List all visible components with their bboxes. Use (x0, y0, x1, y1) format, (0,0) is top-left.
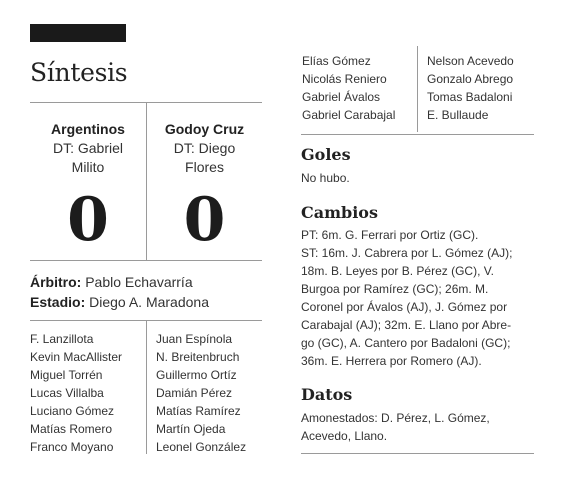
player: Leonel González (156, 440, 247, 454)
home-coach-line1: DT: Gabriel (52, 140, 124, 156)
changes-line: ST: 16m. J. Cabrera por L. Gómez (AJ); (301, 246, 513, 260)
section-marker-bar (30, 24, 126, 42)
player: N. Breitenbruch (156, 350, 240, 364)
player: Matías Ramírez (156, 404, 241, 418)
goals-line: No hubo. (301, 171, 350, 185)
away-team (147, 120, 262, 177)
player: Gabriel Ávalos (302, 90, 381, 104)
changes-line: Coronel por Ávalos (AJ), J. Gómez por (301, 300, 508, 314)
divider (301, 134, 534, 135)
home-coach-line2: Milito (71, 159, 105, 175)
player: Nelson Acevedo (427, 54, 514, 68)
lineup-divider (146, 320, 147, 454)
goals-body (301, 169, 537, 187)
away-coach-line2: Flores (185, 159, 224, 175)
changes-line: 36m. E. Herrera por Romero (AJ). (301, 354, 482, 368)
player: Gabriel Carabajal (302, 108, 396, 122)
data-title: Datos (301, 385, 353, 404)
stadium (30, 294, 209, 310)
player: Elías Gómez (302, 54, 371, 68)
changes-body (301, 226, 537, 370)
player: Gonzalo Abrego (427, 72, 514, 86)
away-score: 0 (183, 185, 226, 255)
home-lineup (30, 330, 122, 456)
lineup-cont-divider (417, 46, 418, 132)
player: Luciano Gómez (30, 404, 115, 418)
player: Damián Pérez (156, 386, 233, 400)
away-lineup (156, 330, 246, 456)
divider (30, 260, 262, 261)
home-team-name: Argentinos (51, 121, 125, 137)
data-body (301, 409, 537, 445)
player: Miguel Torrén (30, 368, 103, 382)
player: Juan Espínola (156, 332, 233, 346)
player: E. Bullaude (427, 108, 489, 122)
data-line: Acevedo, Llano. (301, 429, 388, 443)
changes-line: go (GC), A. Cantero por Badaloni (GC); (301, 336, 511, 350)
referee (30, 274, 193, 290)
player: F. Lanzillota (30, 332, 94, 346)
player: Guillermo Ortíz (156, 368, 237, 382)
page-title: Síntesis (30, 58, 128, 87)
changes-line: 18m. B. Leyes por B. Pérez (GC), V. (301, 264, 494, 278)
referee-name: Pablo Echavarría (85, 274, 193, 290)
away-lineup-cont (427, 52, 514, 124)
stadium-name: Diego A. Maradona (89, 294, 209, 310)
player: Tomas Badaloni (427, 90, 513, 104)
stadium-label: Estadio: (30, 294, 86, 310)
goals-title: Goles (301, 145, 351, 164)
changes-line: PT: 6m. G. Ferrari por Ortiz (GC). (301, 228, 479, 242)
away-team-name: Godoy Cruz (164, 121, 245, 137)
data-line: Amonestados: D. Pérez, L. Gómez, (301, 411, 490, 425)
changes-line: Carabajal (AJ); 32m. E. Llano por Abre- (301, 318, 512, 332)
away-coach-line1: DT: Diego (173, 140, 236, 156)
home-lineup-cont (302, 52, 395, 124)
home-score: 0 (67, 185, 109, 255)
player: Lucas Villalba (30, 386, 104, 400)
changes-line: Burgoa por Ramírez (GC); 26m. M. (301, 282, 489, 296)
referee-label: Árbitro: (30, 274, 82, 290)
player: Nicolás Reniero (302, 72, 387, 86)
player: Franco Moyano (30, 440, 114, 454)
player: Martín Ojeda (156, 422, 226, 436)
divider (301, 453, 534, 454)
player: Matías Romero (30, 422, 113, 436)
home-team (30, 120, 146, 177)
changes-title: Cambios (301, 203, 378, 222)
player: Kevin MacAllister (30, 350, 123, 364)
